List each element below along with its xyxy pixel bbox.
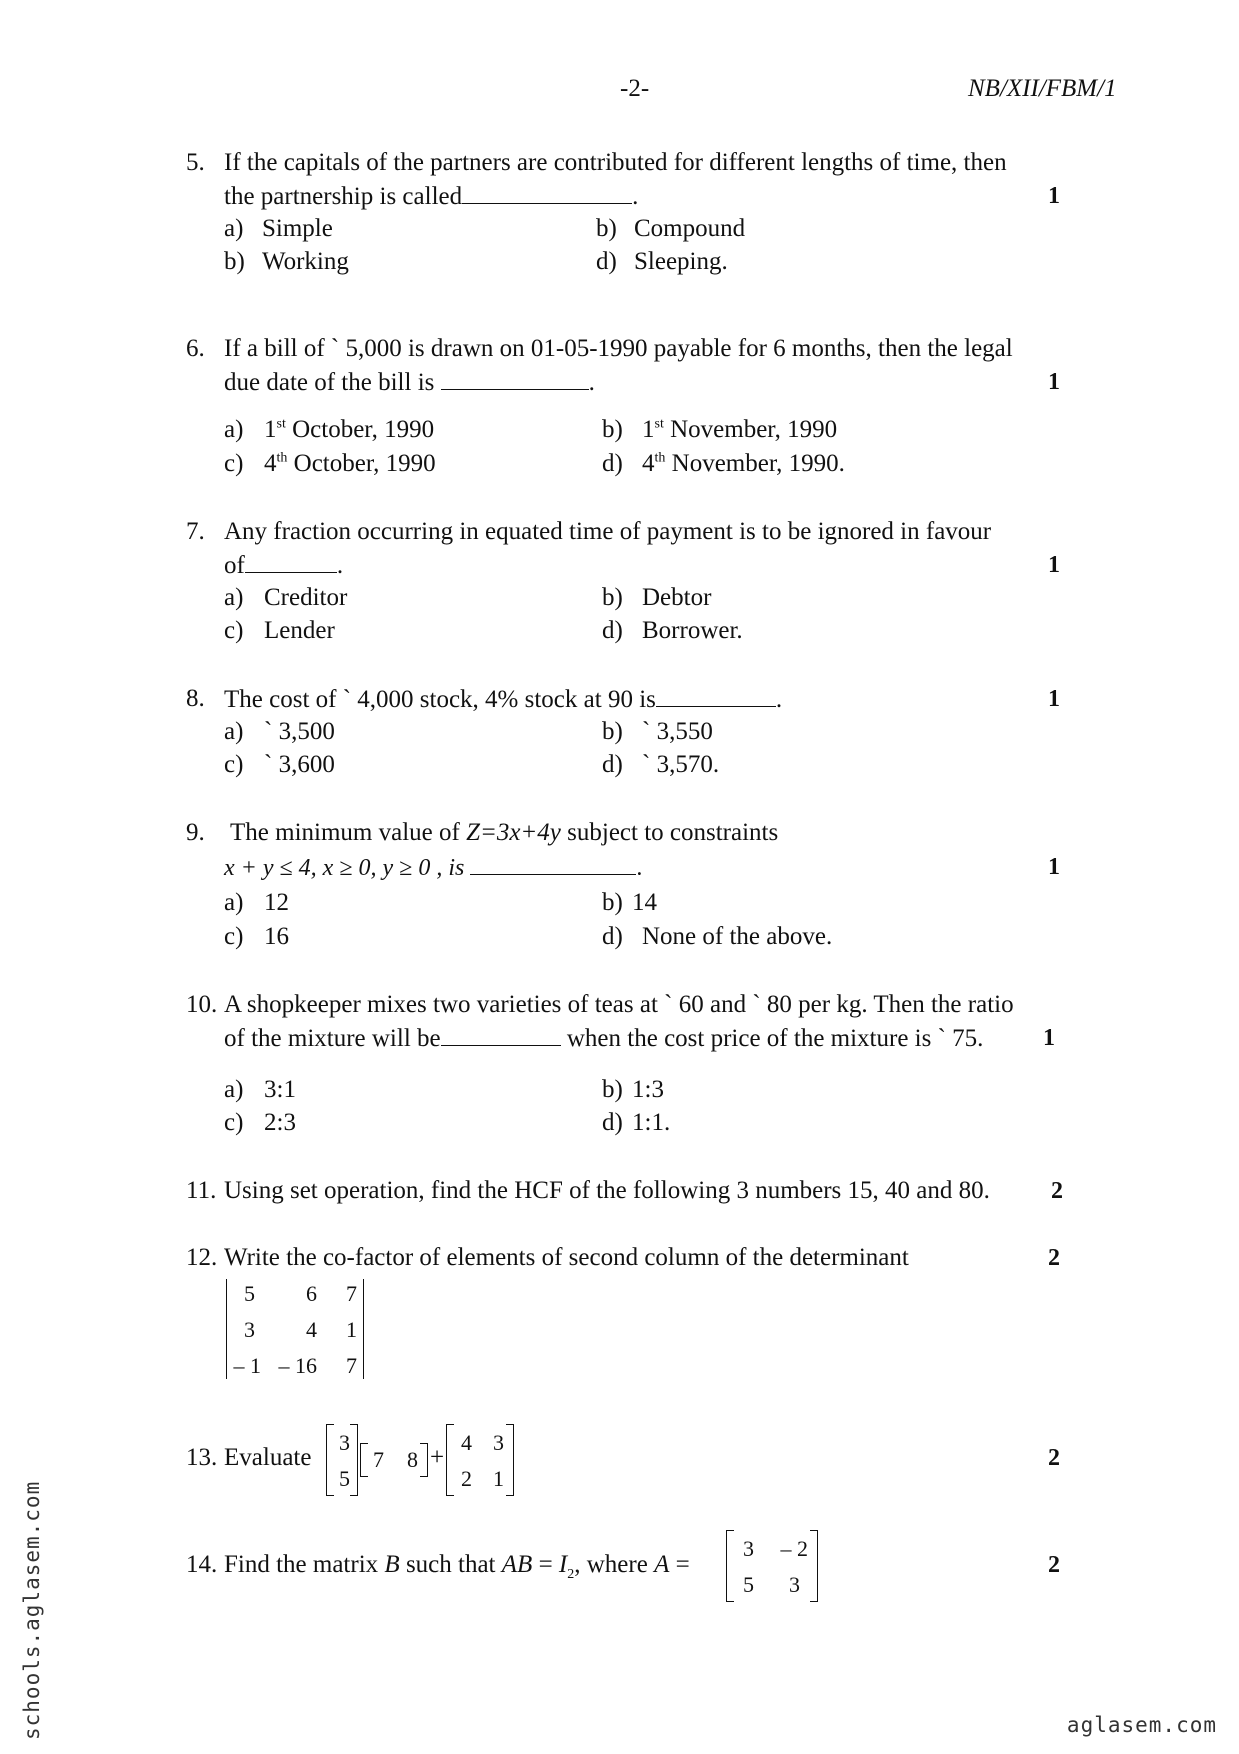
- answer-blank: [441, 1023, 561, 1046]
- column-matrix: [326, 1424, 358, 1496]
- question-text: of the mixture will be: [224, 1025, 441, 1052]
- identity-order: 2: [567, 1567, 575, 1582]
- option-c: [224, 1108, 296, 1138]
- question-text-line-1: A shopkeeper mixes two varieties of teas at ` 60 and ` 80 per kg. Then the ratio: [224, 991, 1014, 1018]
- question-text-line-2: [224, 1023, 983, 1054]
- option-text: 1:1.: [632, 1109, 671, 1136]
- option-label: d): [602, 1109, 623, 1136]
- question-text: Using set operation, find the HCF of the following 3 numbers 15, 40 and 80.: [224, 1177, 990, 1204]
- option-label: a): [224, 718, 244, 745]
- right-bracket: [810, 1530, 818, 1602]
- option-text: Lender: [264, 617, 335, 644]
- question-number: 9.: [186, 819, 205, 846]
- option-b: [602, 1075, 664, 1105]
- option-label: b): [596, 215, 617, 242]
- page-number: -2-: [620, 75, 650, 102]
- marks: 1: [1048, 686, 1060, 712]
- option-a: [224, 717, 335, 747]
- option-label: b): [602, 718, 623, 745]
- option-c: [224, 449, 436, 479]
- det-cell-r2c3: 1: [346, 1317, 357, 1342]
- option-text: 14: [632, 889, 657, 916]
- option-d: [602, 750, 719, 780]
- matrix-cell: 8: [407, 1447, 418, 1472]
- marks: 2: [1048, 1552, 1060, 1578]
- option-text: November, 1990.: [665, 450, 845, 477]
- option-label: d): [602, 751, 623, 778]
- objective-function: Z=3x+4y: [466, 819, 561, 846]
- watermark-footer: aglasem.com: [1066, 1713, 1217, 1737]
- question-text: due date of the bill is: [224, 369, 435, 396]
- question-text: Write the co-factor of elements of second column of the determinant: [224, 1244, 909, 1271]
- answer-blank: [441, 367, 589, 390]
- marks: 2: [1051, 1178, 1063, 1204]
- ordinal-suffix: st: [654, 416, 664, 432]
- option-b: [602, 583, 711, 613]
- option-label: d): [602, 617, 623, 644]
- matrix-cell: 2: [461, 1466, 472, 1491]
- option-d: [596, 247, 728, 277]
- option-label: b): [602, 1076, 623, 1103]
- option-text: 1:3: [632, 1076, 664, 1103]
- option-text: October, 1990: [285, 416, 435, 443]
- matrix-cell: 3: [789, 1572, 800, 1597]
- period: .: [336, 552, 344, 579]
- option-label: b): [602, 584, 623, 611]
- option-day: 4: [264, 450, 277, 477]
- square-matrix: [446, 1424, 514, 1496]
- marks: 1: [1048, 183, 1060, 209]
- question-text-line-2: [224, 550, 343, 581]
- question-number: 7.: [186, 518, 205, 545]
- option-text: Sleeping.: [634, 248, 728, 275]
- option-c: [224, 247, 349, 277]
- option-c: [224, 922, 289, 952]
- ordinal-suffix: th: [276, 450, 288, 466]
- plus-sign: +: [430, 1444, 445, 1471]
- det-cell-r3c1: – 1: [233, 1353, 261, 1378]
- option-label: c): [224, 923, 244, 950]
- option-label: a): [224, 1076, 244, 1103]
- question-text: the partnership is called: [224, 183, 463, 210]
- question-text-line-1: Any fraction occurring in equated time of payment is to be ignored in favour: [224, 518, 992, 545]
- row-matrix: [360, 1443, 428, 1477]
- option-d: [602, 449, 845, 479]
- question-text: Find the matrix: [224, 1551, 385, 1578]
- option-text: ` 3,570.: [642, 751, 720, 778]
- det-cell-r1c2: 6: [306, 1281, 317, 1306]
- question-number: 5.: [186, 149, 205, 176]
- option-b: [602, 888, 657, 918]
- det-cell-r3c3: 7: [346, 1353, 357, 1378]
- question-text: when the cost price of the mixture is ` 75.: [560, 1025, 984, 1052]
- option-text: 2:3: [264, 1109, 296, 1136]
- question-number: 8.: [186, 685, 205, 712]
- option-a: [224, 214, 333, 244]
- det-cell-r2c2: 4: [306, 1317, 317, 1342]
- question-text: such that: [399, 1551, 502, 1578]
- period: .: [588, 369, 595, 396]
- option-text: None of the above.: [642, 923, 833, 950]
- period: .: [636, 855, 643, 881]
- option-text: ` 3,550: [642, 718, 713, 745]
- det-cell-r3c2: – 16: [278, 1353, 317, 1378]
- marks: 1: [1043, 1025, 1055, 1051]
- question-text: subject to constraints: [560, 819, 779, 846]
- question-text: Evaluate: [224, 1444, 312, 1471]
- option-text: Borrower.: [642, 617, 743, 644]
- watermark-vertical: schools.aglasem.com: [20, 1480, 44, 1740]
- question-text-line-2: [224, 367, 595, 398]
- option-text: Compound: [634, 215, 746, 242]
- option-label: d): [602, 450, 623, 477]
- option-label: b): [224, 248, 245, 275]
- option-d: [602, 922, 832, 952]
- period: .: [775, 686, 783, 713]
- option-c: [224, 750, 335, 780]
- option-b: [602, 415, 837, 445]
- answer-blank: [462, 181, 632, 204]
- option-text: 3:1: [264, 1076, 296, 1103]
- question-number: 10.: [186, 991, 218, 1018]
- option-text: ` 3,600: [264, 751, 335, 778]
- matrix-cell: – 2: [780, 1536, 808, 1561]
- right-bracket: [506, 1424, 514, 1496]
- matrix-cell: 5: [743, 1572, 754, 1597]
- option-a: [224, 1075, 296, 1105]
- matrix-cell: 7: [373, 1447, 384, 1472]
- option-text: October, 1990: [287, 450, 436, 477]
- option-d: [602, 616, 743, 646]
- matrix-cell: 5: [339, 1466, 350, 1491]
- option-label: b): [602, 889, 623, 916]
- option-b: [602, 717, 713, 747]
- option-label: c): [224, 617, 244, 644]
- question-number: 12.: [186, 1244, 218, 1271]
- equals: =: [669, 1551, 690, 1578]
- question-number: 13.: [186, 1444, 218, 1471]
- det-cell-r1c1: 5: [244, 1281, 255, 1306]
- matrix-cell: 4: [461, 1430, 472, 1455]
- marks: 1: [1048, 854, 1060, 880]
- option-label: d): [596, 248, 617, 275]
- det-cell-r1c3: 7: [346, 1281, 357, 1306]
- option-a: [224, 583, 347, 613]
- option-b: [596, 214, 745, 244]
- option-label: a): [224, 889, 244, 916]
- option-text: Simple: [262, 215, 333, 242]
- question-text-line-1: [224, 684, 782, 715]
- product-ab: AB: [501, 1551, 533, 1578]
- variable-b: B: [384, 1551, 400, 1578]
- matrix-cell: 3: [743, 1536, 754, 1561]
- option-day: 1: [642, 416, 655, 443]
- question-text-line-2: [224, 181, 638, 212]
- marks: 1: [1048, 369, 1060, 395]
- question-text: The minimum value of: [230, 819, 467, 846]
- determinant: [226, 1279, 364, 1379]
- marks: 2: [1048, 1245, 1060, 1271]
- option-text: November, 1990: [663, 416, 838, 443]
- question-number: 6.: [186, 335, 205, 362]
- question-text-line-1: If the capitals of the partners are contributed for different lengths of time, then: [224, 149, 1007, 176]
- equals: =: [532, 1551, 559, 1578]
- paper-code: NB/XII/FBM/1: [968, 75, 1117, 102]
- option-c: [224, 616, 335, 646]
- constraints: x + y ≤ 4, x ≥ 0, y ≥ 0 , is: [224, 855, 465, 881]
- option-a: [224, 415, 434, 445]
- option-day: 4: [642, 450, 655, 477]
- answer-blank: [470, 852, 636, 875]
- option-label: b): [602, 416, 623, 443]
- matrix-cell: 1: [493, 1466, 504, 1491]
- question-text-line-1: If a bill of ` 5,000 is drawn on 01-05-1990 payable for 6 months, then the legal: [224, 335, 1013, 362]
- right-bracket: [420, 1443, 428, 1477]
- option-label: a): [224, 416, 244, 443]
- matrix-cell: 3: [493, 1430, 504, 1455]
- option-label: c): [224, 751, 244, 778]
- option-text: Creditor: [264, 584, 348, 611]
- option-text: Debtor: [642, 584, 712, 611]
- ordinal-suffix: st: [276, 416, 286, 432]
- option-label: c): [224, 1109, 244, 1136]
- period: .: [632, 183, 639, 210]
- variable-a: A: [654, 1551, 670, 1578]
- question-text-line-2: [224, 852, 642, 883]
- question-number: 14.: [186, 1551, 218, 1578]
- marks: 2: [1048, 1445, 1060, 1471]
- option-text: 16: [264, 923, 289, 950]
- option-label: a): [224, 215, 244, 242]
- question-text: [224, 1550, 690, 1580]
- option-day: 1: [264, 416, 277, 443]
- marks: 1: [1048, 552, 1060, 578]
- question-text: , where: [574, 1551, 655, 1578]
- right-bracket: [350, 1424, 358, 1496]
- answer-blank: [245, 550, 337, 573]
- question-text: of: [224, 552, 245, 579]
- option-text: ` 3,500: [264, 718, 335, 745]
- question-number: 11.: [186, 1177, 217, 1204]
- matrix-a: [726, 1530, 818, 1602]
- option-label: a): [224, 584, 244, 611]
- answer-blank: [656, 684, 776, 707]
- det-cell-r2c1: 3: [244, 1317, 255, 1342]
- option-a: [224, 888, 289, 918]
- option-label: d): [602, 923, 623, 950]
- question-text-line-1: [230, 818, 778, 848]
- option-label: c): [224, 450, 244, 477]
- option-text: 12: [264, 889, 289, 916]
- option-d: [602, 1108, 670, 1138]
- identity-matrix: I: [558, 1551, 568, 1578]
- question-text: The cost of ` 4,000 stock, 4% stock at 90 is: [224, 686, 656, 713]
- ordinal-suffix: th: [654, 450, 666, 466]
- matrix-cell: 3: [339, 1430, 350, 1455]
- option-text: Working: [262, 248, 349, 275]
